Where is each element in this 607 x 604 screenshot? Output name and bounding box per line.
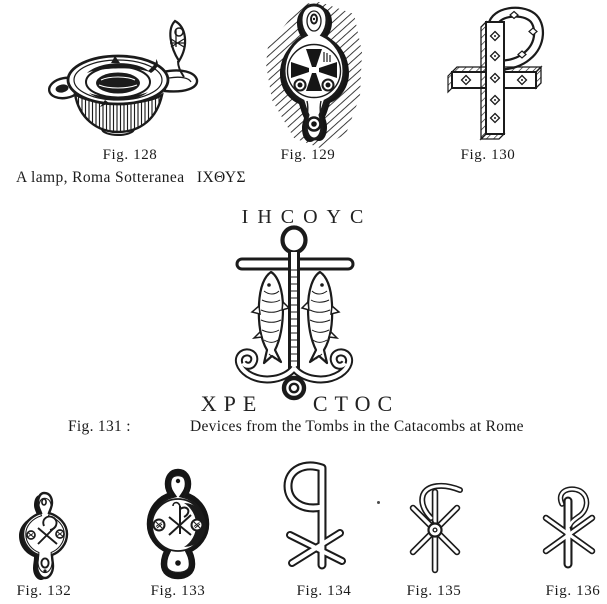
caption-fig-136: Fig. 136: [545, 583, 601, 599]
fish-right: [302, 272, 339, 363]
scan-speck: [377, 501, 380, 504]
caption-fig-128: Fig. 128: [102, 147, 158, 163]
inscription-chrestos-right: CTOC: [312, 391, 400, 416]
caption-fig-133: Fig. 133: [150, 583, 206, 599]
fig-128-lamp-illustration: [45, 16, 205, 150]
caption-fig-134: Fig. 134: [296, 583, 352, 599]
caption-fig-131-label: Fig. 131 :: [68, 418, 131, 435]
fig-130-staurogram-illustration: [440, 8, 548, 144]
inscription-chrestos-left: XPE: [200, 391, 264, 416]
chi-rho-leaf-ornament: [170, 21, 185, 77]
fish-left: [252, 272, 289, 363]
caption-fig-129: Fig. 129: [280, 147, 336, 163]
caption-fig-130: Fig. 130: [460, 147, 516, 163]
caption-fig-131-text: Devices from the Tombs in the Catacombs at Rome: [190, 418, 524, 435]
fig-132-lamp-illustration: [14, 490, 76, 582]
caption-fig-132: Fig. 132: [16, 583, 72, 599]
inscription-jesus: IHCOYC: [241, 206, 373, 228]
fig-136-chi-rho-monogram-illustration: [543, 487, 599, 573]
fig-135-chi-rho-star-illustration: [405, 482, 469, 578]
caption-fig-135: Fig. 135: [406, 583, 462, 599]
fig-134-staurogram-illustration: [280, 457, 350, 575]
fig-133-lamp-illustration: [140, 468, 216, 580]
fig-129-lamp-illustration: [258, 0, 370, 148]
fig-131-anchor-fish-illustration: [190, 202, 430, 420]
lamp-note: A lamp, Roma Sotteranea ΙΧΘΥΣ: [16, 169, 246, 186]
